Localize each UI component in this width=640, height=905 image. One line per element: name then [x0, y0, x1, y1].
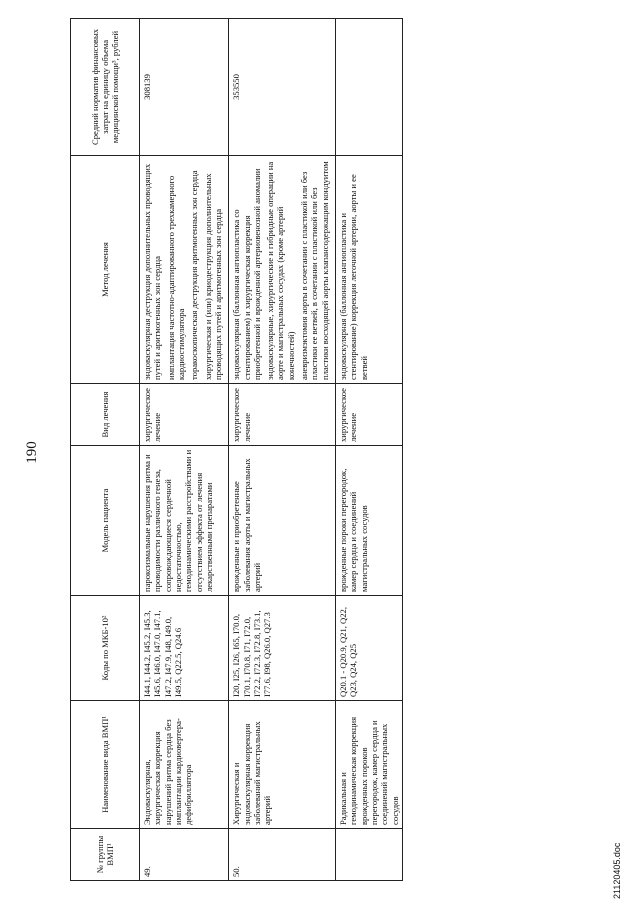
- row-model: пароксизмальные нарушения ритма и проводимости различного генеза, сопровождающиеся сердечной недостаточностью, гемодинамическими расстройствами и отсутствием эффекта от лечения лекарственными препаратами: [140, 446, 229, 596]
- method-item: эндоваскулярные, хирургические и гибридные операции на аорте и магистральных сосудах (кроме артерий конечностей): [265, 161, 296, 380]
- row-model: врожденные пороки перегородок, камер сердца и соединений магистральных сосудов: [336, 446, 403, 596]
- vmp-table: [70, 18, 403, 881]
- col-header-model: Модель пациента: [71, 446, 140, 596]
- table-header-row: [71, 19, 140, 881]
- col-header-treatment: Вид лечения: [71, 384, 140, 446]
- row-cost: 353550: [229, 19, 336, 156]
- row-number: [336, 829, 403, 881]
- row-methods: [336, 156, 403, 384]
- table-row: [140, 19, 229, 881]
- row-codes: I44.1, I44.2, I45.2, I45.3, I45.6, I46.0, I47.0, I47.1, I47.2, I47.9, I48, I49.0, I49.5, Q22.5, Q24.6: [140, 596, 229, 701]
- row-codes: Q20.1 - Q20.9, Q21, Q22, Q23, Q24, Q25: [336, 596, 403, 701]
- row-methods: [229, 156, 336, 384]
- row-cost: [336, 19, 403, 156]
- document-filename: 21120405.doc: [612, 842, 622, 899]
- row-treatment: хирургическое лечение: [336, 384, 403, 446]
- table-row: [229, 19, 336, 881]
- row-name: Хирургическая и эндоваскулярная коррекция заболеваний магистральных артерий: [229, 701, 336, 829]
- page-number: 190: [24, 441, 40, 464]
- method-item: эндоваскулярная (баллонная ангиопластика со стентированием) и хирургическая коррекция приобретенной и врожденной артериовенозной аномалии: [231, 168, 262, 380]
- col-header-name: Наименование вида ВМП¹: [71, 701, 140, 829]
- col-header-method: Метод лечения: [71, 156, 140, 384]
- row-codes: I20, I25, I26, I65, I70.0, I70.1, I70.8, I71, I72.0, I72.2, I72.3, I72.8, I73.1, I77.6, I98, Q26.0, Q27.3: [229, 596, 336, 701]
- row-treatment: хирургическое лечение: [229, 384, 336, 446]
- row-number: 50.: [229, 829, 336, 881]
- method-item: хирургическая и (или) криодеструкция дополнительных проводящих путей и аритмогенных зон сердца: [202, 173, 223, 380]
- col-header-codes: Коды по МКБ-10²: [71, 596, 140, 701]
- row-cost: 308139: [140, 19, 229, 156]
- row-name: Эндоваскулярная, хирургическая коррекция нарушений ритма сердца без имплантации кардиовертера-дефибриллятора: [140, 701, 229, 829]
- row-methods: [140, 156, 229, 384]
- method-item: торакоскопическая деструкция аритмогенных зон сердца: [189, 170, 200, 380]
- method-item: эндоваскулярная деструкция дополнительных проводящих путей и аритмогенных зон сердца: [142, 163, 163, 380]
- col-header-cost: Средний норматив финансовых затрат на единицу объема медицинской помощи³, рублей: [71, 19, 140, 156]
- method-item: аневризмэктомия аорты в сочетании с пластикой или без пластики ее ветвей, в сочетании с пластикой или без пластики восходящей аорты клапансодержащим кондуитом: [299, 161, 330, 380]
- method-item: эндоваскулярная (баллонная ангиопластика и стентирование) коррекция легочной артерии, аорты и ее ветвей: [338, 174, 369, 380]
- row-model: врожденные и приобретенные заболевания аорты и магистральных артерий: [229, 446, 336, 596]
- row-number: 49.: [140, 829, 229, 881]
- col-header-number: № группы ВМП¹: [71, 829, 140, 881]
- row-treatment: хирургическое лечение: [140, 384, 229, 446]
- method-item: имплантация частотно-адаптированного трехкамерного кардиостимулятора: [165, 175, 186, 380]
- row-name: Радикальная и гемодинамическая коррекция врожденных пороков перегородок, камер сердца и соединений магистральных сосудов: [336, 701, 403, 829]
- table-row: [336, 19, 403, 881]
